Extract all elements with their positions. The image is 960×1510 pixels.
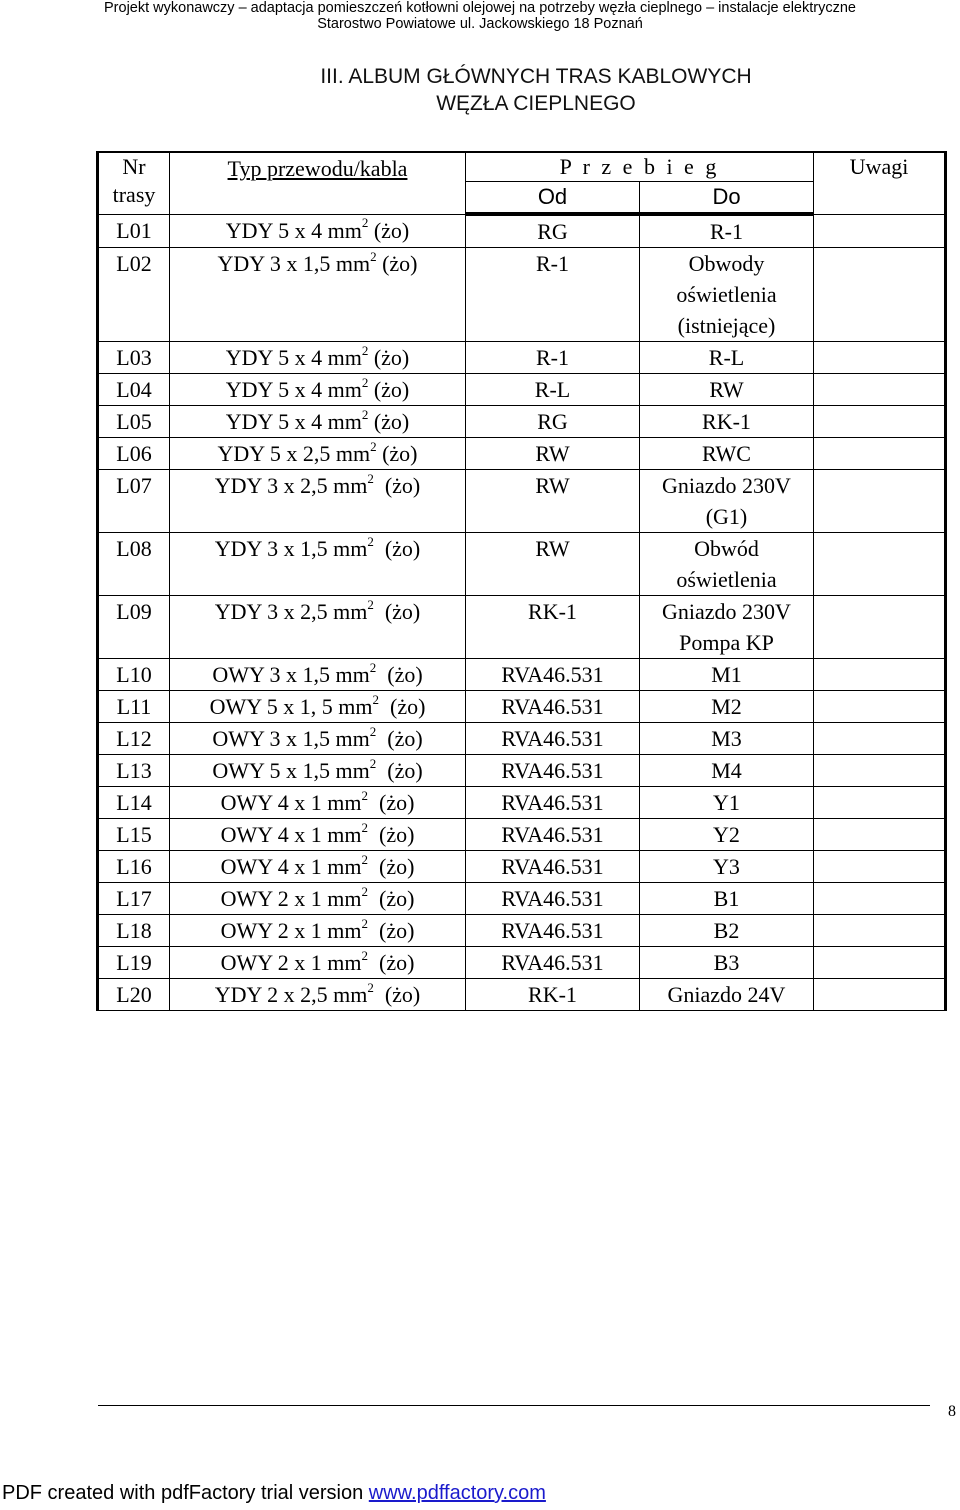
- cable-type-insulation: (żo): [368, 918, 415, 943]
- cable-type-text: OWY 4 x 1 mm: [220, 822, 362, 847]
- cable-type-text: OWY 5 x 1,5 mm: [212, 758, 370, 783]
- remarks-cell: [814, 248, 946, 342]
- cable-type-exponent: 2: [369, 755, 377, 771]
- route-to-line: M2: [711, 694, 742, 719]
- route-to-cell: [640, 342, 814, 374]
- route-to-line: M3: [711, 726, 742, 751]
- route-to-line: Gniazdo 230V: [662, 473, 791, 498]
- cable-type-cell: [170, 533, 466, 596]
- cable-type-insulation: (żo): [379, 694, 426, 719]
- route-number-cell: L15: [98, 819, 170, 851]
- cable-type-text: YDY 5 x 4 mm: [225, 345, 362, 370]
- table-row: [98, 406, 946, 438]
- route-from-cell: RVA46.531: [466, 851, 640, 883]
- route-number-cell: L20: [98, 979, 170, 1011]
- route-to-line: Y2: [713, 822, 740, 847]
- cable-type-exponent: 2: [367, 470, 374, 486]
- route-number-cell: L08: [98, 533, 170, 596]
- cable-type-insulation: (żo): [376, 251, 418, 276]
- remarks-cell: [814, 406, 946, 438]
- route-to-line: B2: [713, 918, 740, 943]
- route-from-cell: RVA46.531: [466, 755, 640, 787]
- route-to-cell: [640, 596, 814, 659]
- route-number-cell: L01: [98, 214, 170, 248]
- cable-type-text: YDY 5 x 4 mm: [225, 409, 362, 434]
- route-to-cell: [640, 659, 814, 691]
- route-from-cell: RVA46.531: [466, 787, 640, 819]
- cable-type-insulation: (żo): [373, 536, 421, 561]
- route-from-cell: RVA46.531: [466, 659, 640, 691]
- header-route-number: [98, 152, 170, 214]
- cable-type-exponent: 2: [370, 248, 377, 264]
- remarks-cell: [814, 533, 946, 596]
- remarks-cell: [814, 915, 946, 947]
- section-title: III. ALBUM GŁÓWNYCH TRAS KABLOWYCH: [320, 65, 752, 88]
- table-row: [98, 755, 946, 787]
- route-from-cell: RVA46.531: [466, 947, 640, 979]
- route-number-cell: L05: [98, 406, 170, 438]
- route-from-cell: RK-1: [466, 596, 640, 659]
- route-number-cell: L10: [98, 659, 170, 691]
- route-to-cell: [640, 374, 814, 406]
- table-row: [98, 470, 946, 533]
- route-to-cell: [640, 470, 814, 533]
- route-number-cell: L04: [98, 374, 170, 406]
- remarks-cell: [814, 947, 946, 979]
- cable-type-text: YDY 5 x 4 mm: [225, 377, 362, 402]
- route-to-line: Gniazdo 230V: [662, 599, 791, 624]
- cable-type-text: YDY 3 x 1,5 mm: [217, 251, 371, 276]
- cable-type-text: OWY 5 x 1, 5 mm: [209, 694, 373, 719]
- route-to-line: R-1: [710, 219, 743, 244]
- table-row: [98, 374, 946, 406]
- table-row: [98, 596, 946, 659]
- cable-type-cell: [170, 596, 466, 659]
- route-number-cell: L07: [98, 470, 170, 533]
- route-from-cell: RW: [466, 438, 640, 470]
- route-to-cell: [640, 915, 814, 947]
- cable-type-insulation: (żo): [376, 662, 423, 687]
- header-route-number-line1: Nr: [122, 154, 146, 179]
- route-to-line: Pompa KP: [679, 630, 774, 655]
- route-from-cell: RVA46.531: [466, 723, 640, 755]
- remarks-cell: [814, 755, 946, 787]
- route-from-cell: RVA46.531: [466, 883, 640, 915]
- remarks-cell: [814, 342, 946, 374]
- table-row: [98, 787, 946, 819]
- route-number-cell: L02: [98, 248, 170, 342]
- route-to-cell: [640, 979, 814, 1011]
- cable-type-exponent: 2: [367, 533, 374, 549]
- route-to-line: R-L: [708, 345, 745, 370]
- remarks-cell: [814, 374, 946, 406]
- cable-type-cell: [170, 470, 466, 533]
- cable-type-insulation: (żo): [368, 854, 415, 879]
- header-to: Do: [640, 182, 814, 215]
- cable-type-insulation: (żo): [368, 217, 410, 243]
- cable-type-text: OWY 4 x 1 mm: [220, 790, 362, 815]
- cable-type-insulation: (żo): [368, 790, 415, 815]
- cable-type-exponent: 2: [369, 659, 377, 675]
- route-to-line: RK-1: [702, 409, 751, 434]
- remarks-cell: [814, 659, 946, 691]
- cable-type-exponent: 2: [361, 342, 369, 358]
- cable-type-cell: [170, 659, 466, 691]
- cable-type-exponent: 2: [361, 851, 369, 867]
- document-header-line-2: Starostwo Powiatowe ul. Jackowskiego 18 Poznań: [317, 16, 643, 32]
- cable-type-exponent: 2: [361, 787, 369, 803]
- cable-type-insulation: (żo): [373, 982, 421, 1007]
- cable-type-cell: [170, 342, 466, 374]
- route-number-cell: L12: [98, 723, 170, 755]
- remarks-cell: [814, 787, 946, 819]
- remarks-cell: [814, 819, 946, 851]
- footer-divider: [98, 1405, 930, 1406]
- cable-type-cell: [170, 787, 466, 819]
- cable-routes-table: [96, 151, 947, 1011]
- route-to-line: oświetlenia: [676, 282, 777, 307]
- route-to-line: Gniazdo 24V: [667, 982, 786, 1007]
- table-row: [98, 819, 946, 851]
- route-to-cell: [640, 787, 814, 819]
- cable-type-text: OWY 4 x 1 mm: [220, 854, 362, 879]
- cable-type-cell: [170, 406, 466, 438]
- table-row: [98, 723, 946, 755]
- table-row: [98, 915, 946, 947]
- cable-type-cell: [170, 723, 466, 755]
- route-to-line: M4: [711, 758, 742, 783]
- header-remarks: Uwagi: [814, 152, 946, 214]
- cable-type-insulation: (żo): [376, 758, 423, 783]
- remarks-cell: [814, 214, 946, 248]
- cable-type-insulation: (żo): [368, 822, 415, 847]
- route-from-cell: RVA46.531: [466, 819, 640, 851]
- remarks-cell: [814, 596, 946, 659]
- route-from-cell: R-1: [466, 248, 640, 342]
- cable-type-text: OWY 2 x 1 mm: [220, 886, 362, 911]
- cable-type-cell: [170, 947, 466, 979]
- table-row: [98, 659, 946, 691]
- cable-type-cell: [170, 819, 466, 851]
- cable-type-exponent: 2: [361, 915, 369, 931]
- cable-type-exponent: 2: [367, 979, 374, 995]
- pdf-creator-link[interactable]: www.pdffactory.com: [368, 1482, 546, 1504]
- cable-type-cell: [170, 248, 466, 342]
- route-number-cell: L18: [98, 915, 170, 947]
- route-from-cell: RW: [466, 470, 640, 533]
- cable-type-insulation: (żo): [368, 345, 410, 370]
- route-to-line: oświetlenia: [676, 567, 777, 592]
- route-from-cell: R-L: [466, 374, 640, 406]
- cable-type-exponent: 2: [370, 438, 377, 454]
- cable-type-exponent: 2: [361, 883, 369, 899]
- cable-type-text: OWY 2 x 1 mm: [220, 950, 362, 975]
- table-row: [98, 883, 946, 915]
- cable-type-insulation: (żo): [376, 441, 418, 466]
- cable-type-cell: [170, 374, 466, 406]
- route-number-cell: L13: [98, 755, 170, 787]
- route-to-cell: [640, 723, 814, 755]
- cable-type-text: OWY 3 x 1,5 mm: [212, 662, 370, 687]
- route-from-cell: RG: [466, 406, 640, 438]
- table-row: [98, 691, 946, 723]
- table-body: [98, 214, 946, 1011]
- header-route-path: P r z e b i e g: [466, 152, 814, 182]
- cable-type-exponent: 2: [361, 406, 369, 422]
- route-to-cell: [640, 406, 814, 438]
- cable-type-text: YDY 3 x 2,5 mm: [214, 599, 368, 624]
- cable-type-insulation: (żo): [368, 950, 415, 975]
- cable-type-text: OWY 3 x 1,5 mm: [212, 726, 370, 751]
- table-row: [98, 248, 946, 342]
- route-number-cell: L17: [98, 883, 170, 915]
- cable-type-cell: [170, 979, 466, 1011]
- pdf-creator-text: PDF created with pdfFactory trial version: [2, 1482, 369, 1504]
- cable-type-cell: [170, 214, 466, 248]
- header-route-number-line2: trasy: [112, 182, 156, 207]
- route-to-line: Y1: [713, 790, 740, 815]
- cable-type-exponent: 2: [361, 947, 369, 963]
- table-row: [98, 533, 946, 596]
- cable-type-text: YDY 2 x 2,5 mm: [214, 982, 368, 1007]
- remarks-cell: [814, 851, 946, 883]
- header-cable-type: Typ przewodu/kabla: [170, 152, 466, 214]
- route-to-line: B1: [713, 886, 740, 911]
- cable-type-text: OWY 2 x 1 mm: [220, 918, 362, 943]
- route-to-line: RWC: [702, 441, 751, 466]
- route-to-cell: [640, 851, 814, 883]
- route-to-cell: [640, 533, 814, 596]
- route-to-line: M1: [711, 662, 742, 687]
- route-to-line: Obwód: [694, 536, 759, 561]
- cable-type-insulation: (żo): [368, 409, 410, 434]
- cable-type-text: YDY 5 x 2,5 mm: [217, 441, 371, 466]
- cable-type-exponent: 2: [361, 215, 369, 231]
- route-from-cell: RW: [466, 533, 640, 596]
- cable-type-insulation: (żo): [368, 886, 415, 911]
- route-to-cell: [640, 819, 814, 851]
- cable-type-cell: [170, 438, 466, 470]
- cable-type-text: YDY 3 x 1,5 mm: [214, 536, 368, 561]
- route-from-cell: RVA46.531: [466, 691, 640, 723]
- table-row: [98, 342, 946, 374]
- cable-type-insulation: (żo): [373, 473, 421, 498]
- route-from-cell: R-1: [466, 342, 640, 374]
- remarks-cell: [814, 883, 946, 915]
- remarks-cell: [814, 470, 946, 533]
- remarks-cell: [814, 438, 946, 470]
- cable-type-insulation: (żo): [373, 599, 421, 624]
- route-to-cell: [640, 214, 814, 248]
- route-to-cell: [640, 438, 814, 470]
- cable-type-exponent: 2: [367, 596, 374, 612]
- document-header-line-1: Projekt wykonawczy – adaptacja pomieszczeń kotłowni olejowej na potrzeby węzła cieplnego – instalacje elektryczne: [104, 0, 856, 16]
- route-to-line: Y3: [713, 854, 740, 879]
- cable-type-exponent: 2: [361, 819, 369, 835]
- route-to-line: RW: [709, 377, 744, 402]
- cable-type-insulation: (żo): [368, 377, 410, 402]
- cable-type-insulation: (żo): [376, 726, 423, 751]
- header-from: Od: [466, 182, 640, 215]
- route-to-line: Obwody: [688, 251, 765, 276]
- cable-type-cell: [170, 755, 466, 787]
- cable-type-cell: [170, 915, 466, 947]
- route-to-line: B3: [713, 950, 740, 975]
- cable-type-text: YDY 5 x 4 mm: [225, 217, 362, 243]
- route-number-cell: L11: [98, 691, 170, 723]
- section-subtitle: WĘZŁA CIEPLNEGO: [436, 92, 636, 115]
- route-from-cell: RVA46.531: [466, 915, 640, 947]
- route-number-cell: L16: [98, 851, 170, 883]
- route-to-cell: [640, 755, 814, 787]
- cable-type-exponent: 2: [361, 374, 369, 390]
- remarks-cell: [814, 979, 946, 1011]
- cable-type-cell: [170, 883, 466, 915]
- route-to-line: (istniejące): [677, 313, 776, 338]
- remarks-cell: [814, 691, 946, 723]
- remarks-cell: [814, 723, 946, 755]
- route-from-cell: RK-1: [466, 979, 640, 1011]
- table-row: [98, 979, 946, 1011]
- table-row: [98, 947, 946, 979]
- cable-type-cell: [170, 691, 466, 723]
- route-to-cell: [640, 248, 814, 342]
- table-row: [98, 438, 946, 470]
- cable-type-exponent: 2: [369, 723, 377, 739]
- route-from-cell: RG: [466, 214, 640, 248]
- route-number-cell: L03: [98, 342, 170, 374]
- cable-type-cell: [170, 851, 466, 883]
- route-to-line: (G1): [705, 504, 748, 529]
- route-number-cell: L09: [98, 596, 170, 659]
- route-to-cell: [640, 947, 814, 979]
- route-number-cell: L06: [98, 438, 170, 470]
- route-number-cell: L19: [98, 947, 170, 979]
- cable-type-text: YDY 3 x 2,5 mm: [214, 473, 368, 498]
- route-to-cell: [640, 691, 814, 723]
- route-to-cell: [640, 883, 814, 915]
- pdf-creator-note: [2, 1482, 546, 1505]
- cable-type-exponent: 2: [372, 691, 380, 707]
- table-row: [98, 851, 946, 883]
- table-row: [98, 214, 946, 248]
- route-number-cell: L14: [98, 787, 170, 819]
- page-number: 8: [948, 1403, 956, 1420]
